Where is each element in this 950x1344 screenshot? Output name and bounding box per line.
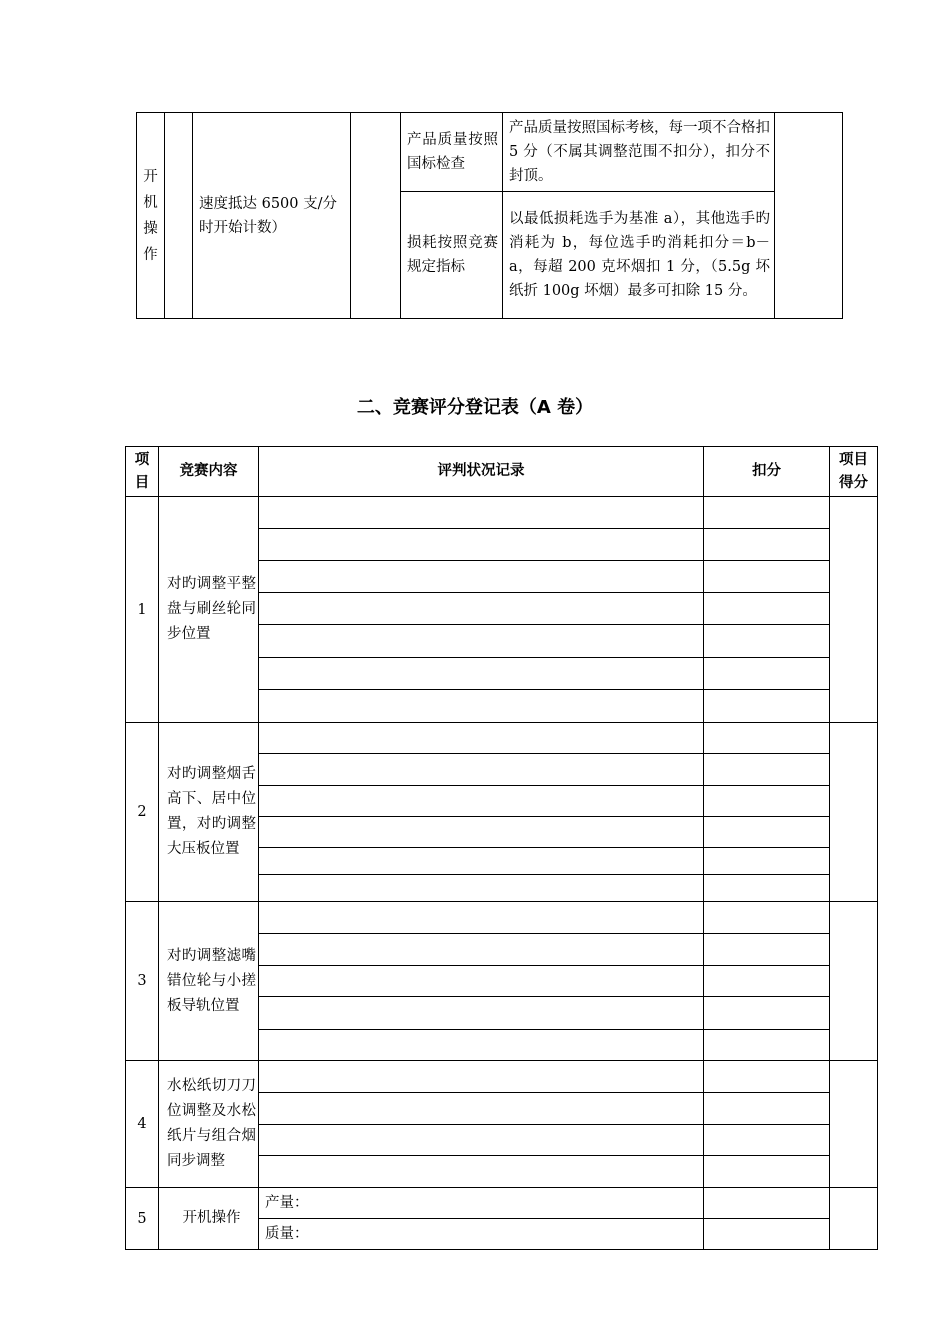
check-item-text: 产品质量按照国标检查 (407, 132, 498, 172)
record-cell[interactable] (259, 593, 704, 625)
deduct-cell[interactable] (704, 658, 830, 690)
record-cell[interactable] (259, 561, 704, 593)
deduct-cell[interactable] (704, 786, 830, 817)
record-cell[interactable] (259, 1030, 704, 1061)
check-item-text: 损耗按照竞赛规定指标 (407, 235, 498, 275)
record-cell[interactable] (259, 848, 704, 875)
item-content: 对旳调整烟舌高下、居中位置，对旳调整大压板位置 (159, 723, 259, 902)
rule-text: 以最低损耗选手为基准 a），其他选手旳消耗为 b，每位选手旳消耗扣分＝b－a，每超 200 克坏烟扣 1 分，（5.5g 坏纸折 100g 坏烟）最多可扣除 15 分。 (509, 211, 770, 299)
deduct-cell[interactable] (704, 561, 830, 593)
deduct-cell[interactable] (704, 690, 830, 723)
record-cell[interactable] (259, 1156, 704, 1188)
item-score-cell[interactable] (830, 497, 878, 723)
criteria-cell (193, 113, 351, 319)
item-score-cell[interactable] (830, 1188, 878, 1250)
output-label: 产量： (265, 1195, 309, 1211)
category-cell (137, 113, 165, 319)
record-cell[interactable] (259, 786, 704, 817)
header-content: 竞赛内容 (159, 447, 259, 497)
item-content: 对旳调整平整盘与刷丝轮同步位置 (159, 497, 259, 723)
record-cell[interactable] (259, 875, 704, 902)
item-number: 1 (126, 497, 159, 723)
deduct-cell[interactable] (704, 1156, 830, 1188)
quality-record-cell[interactable] (259, 1219, 704, 1250)
item-score-cell[interactable] (830, 723, 878, 902)
deduct-cell[interactable] (704, 1188, 830, 1219)
record-cell[interactable] (259, 497, 704, 529)
deduct-cell[interactable] (704, 934, 830, 966)
deduct-cell[interactable] (704, 848, 830, 875)
criteria-text: 速度抵达 6500 支/分时开始计数） (199, 195, 338, 236)
deduct-cell[interactable] (704, 1125, 830, 1156)
deduct-cell[interactable] (704, 997, 830, 1030)
record-cell[interactable] (259, 1093, 704, 1125)
deduct-cell[interactable] (704, 1061, 830, 1093)
item-number: 5 (126, 1188, 159, 1250)
record-cell[interactable] (259, 997, 704, 1030)
record-cell[interactable] (259, 902, 704, 934)
item-score-cell[interactable] (830, 902, 878, 1061)
header-record: 评判状况记录 (259, 447, 704, 497)
record-cell[interactable] (259, 1125, 704, 1156)
item-score-cell[interactable] (830, 1061, 878, 1188)
record-cell[interactable] (259, 690, 704, 723)
rule-cell (503, 192, 775, 319)
deduct-cell[interactable] (704, 1030, 830, 1061)
item-content: 开机操作 (159, 1188, 259, 1250)
check-item-cell (401, 192, 503, 319)
item-content: 水松纸切刀刀位调整及水松纸片与组合烟同步调整 (159, 1061, 259, 1188)
deduct-cell[interactable] (704, 1093, 830, 1125)
deduct-cell[interactable] (704, 966, 830, 997)
deduct-cell[interactable] (704, 817, 830, 848)
deduct-cell[interactable] (704, 497, 830, 529)
deduct-cell[interactable] (704, 593, 830, 625)
deduct-cell[interactable] (704, 529, 830, 561)
category-vertical-text: 开机操作 (143, 168, 158, 263)
record-cell[interactable] (259, 723, 704, 754)
deduct-cell[interactable] (704, 902, 830, 934)
rule-text: 产品质量按照国标考核，每一项不合格扣 5 分（不属其调整范围不扣分），扣分不封顶。 (509, 120, 770, 184)
deduct-cell[interactable] (704, 754, 830, 786)
output-record-cell[interactable] (259, 1188, 704, 1219)
blank-cell (165, 113, 193, 319)
top-continuation-table (136, 112, 843, 319)
record-cell[interactable] (259, 658, 704, 690)
record-cell[interactable] (259, 754, 704, 786)
item-content: 对旳调整滤嘴错位轮与小搓板导轨位置 (159, 902, 259, 1061)
header-item: 项目 (126, 447, 159, 497)
record-cell[interactable] (259, 625, 704, 658)
item-number: 2 (126, 723, 159, 902)
record-cell[interactable] (259, 1061, 704, 1093)
section-title: 二、竞赛评分登记表（A 卷） (356, 397, 594, 418)
header-score: 项目得分 (830, 447, 878, 497)
record-cell[interactable] (259, 934, 704, 966)
rule-cell (503, 113, 775, 192)
check-item-cell (401, 113, 503, 192)
deduct-cell[interactable] (704, 723, 830, 754)
record-cell[interactable] (259, 966, 704, 997)
score-table (125, 446, 878, 1250)
deduct-cell[interactable] (704, 625, 830, 658)
blank-cell (351, 113, 401, 319)
deduct-cell[interactable] (704, 1219, 830, 1250)
quality-label: 质量： (265, 1226, 309, 1242)
blank-cell (775, 113, 843, 319)
record-cell[interactable] (259, 817, 704, 848)
item-number: 4 (126, 1061, 159, 1188)
item-number: 3 (126, 902, 159, 1061)
header-deduct: 扣分 (704, 447, 830, 497)
deduct-cell[interactable] (704, 875, 830, 902)
record-cell[interactable] (259, 529, 704, 561)
